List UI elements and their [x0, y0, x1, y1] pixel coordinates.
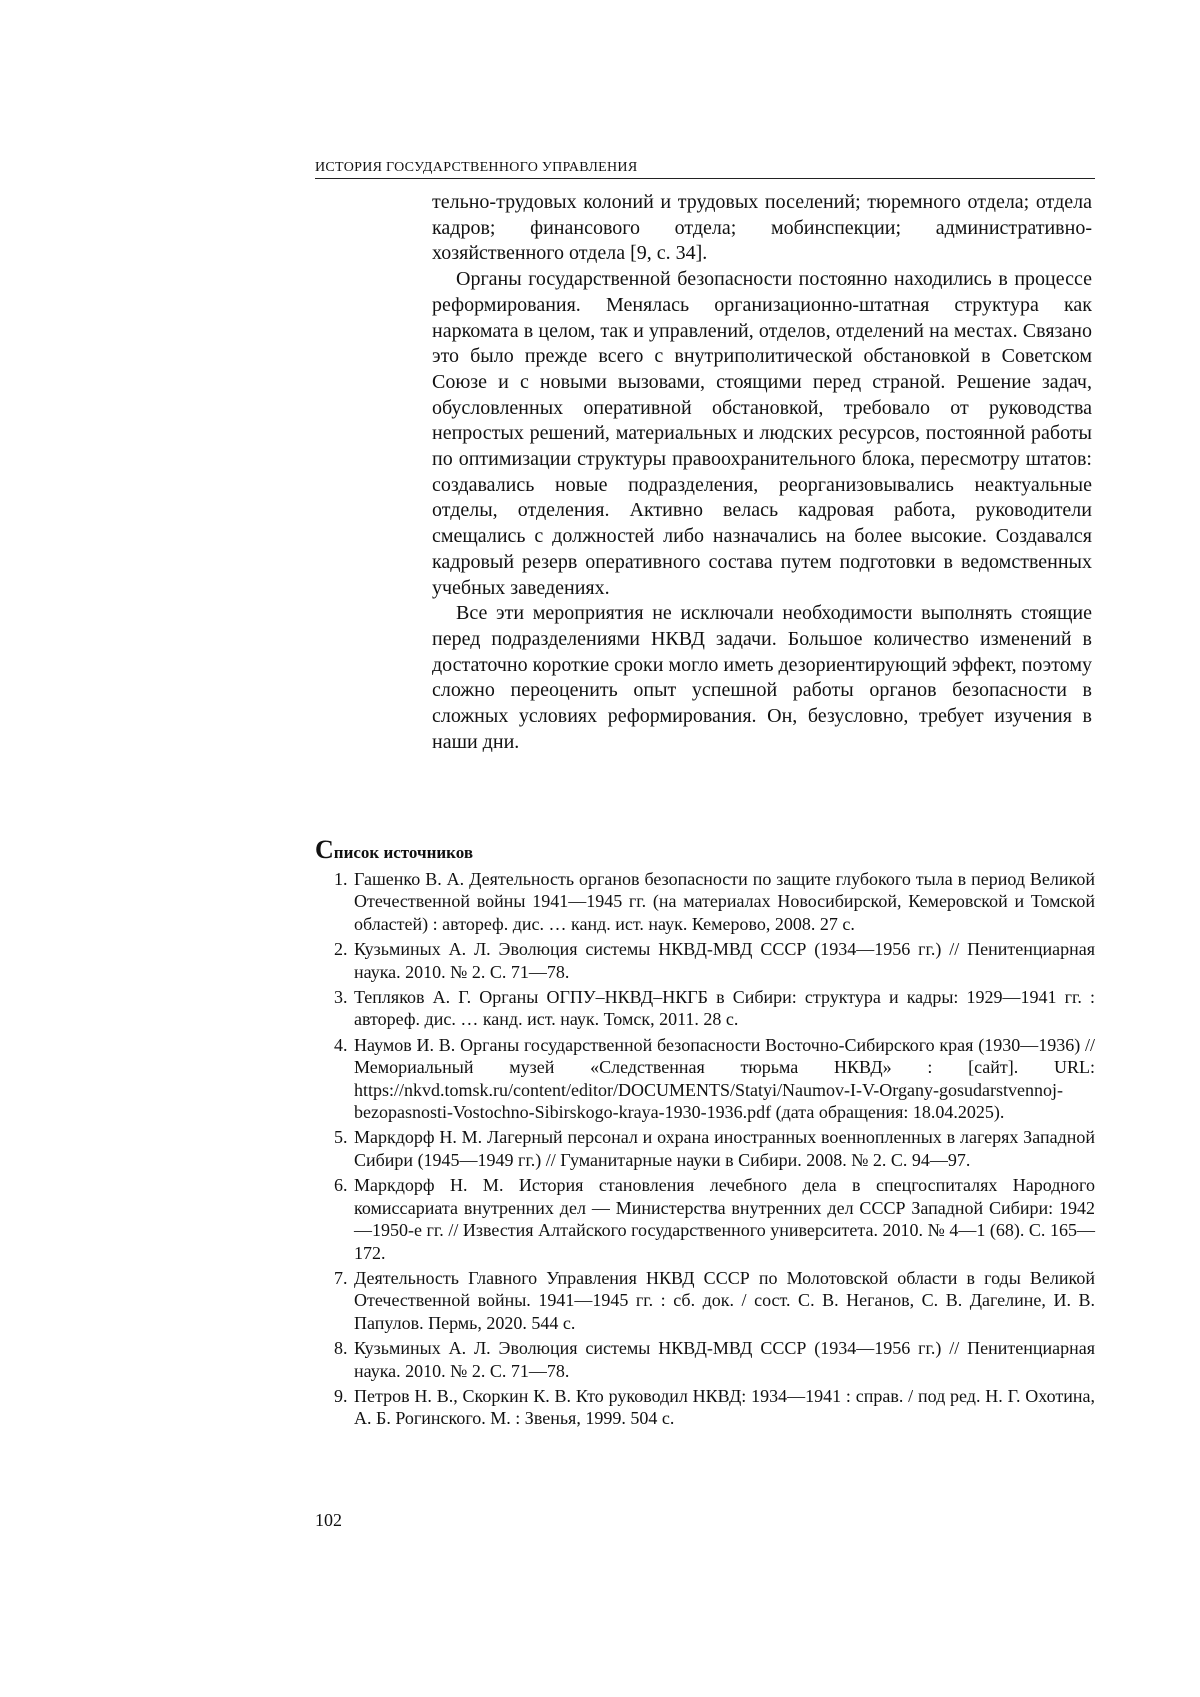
reference-item: [315, 1385, 1095, 1430]
reference-item: [315, 1126, 1095, 1171]
sources-heading: [315, 835, 473, 865]
running-header: ИСТОРИЯ ГОСУДАРСТВЕННОГО УПРАВЛЕНИЯ: [315, 160, 1095, 179]
reference-number: 4.: [334, 1034, 348, 1056]
reference-number: 2.: [334, 938, 348, 960]
reference-item: [315, 986, 1095, 1031]
reference-text: Маркдорф Н. М. Лагерный персонал и охрана иностранных военнопленных в лагерях Западной Сибири (1945—1949 гг.) // Гуманитарные науки в Сибири. 2008. № 2. С. 94—97.: [354, 1127, 1095, 1169]
reference-item: [315, 868, 1095, 935]
body-paragraph: Органы государственной безопасности постоянно находились в процессе реформирования. Менялась организационно-штатная структура как наркомата в целом, так и управлений, отделов, отделений на местах. Связано это было прежде всего с внутриполитической обстановкой в Советском Союзе и с новыми вызовами, стоящими перед страной. Решение задач, обусловленных оперативной обстановкой, требовало от руководства непростых решений, материальных и людских ресурсов, постоянной работы по оптимизации структуры правоохранительного блока, пересмотру штатов: создавались новые подразделения, реорганизовывались неактуальные отделы, отделения. Активно велась кадровая работа, руководители смещались с должностей либо назначались на более высокие. Создавался кадровый резерв оперативного состава путем подготовки в ведомственных учебных заведениях.: [432, 267, 1092, 601]
reference-text: Гашенко В. А. Деятельность органов безопасности по защите глубокого тыла в период Великой Отечественной войны 1941—1945 гг. (на материалах Новосибирской, Кемеровской и Томской областей) : автореф. дис. … канд. ист. наук. Кемерово, 2008. 27 с.: [354, 869, 1095, 934]
reference-item: [315, 1034, 1095, 1124]
sources-heading-rest: писок источников: [334, 843, 473, 862]
reference-item: [315, 1267, 1095, 1334]
sources-heading-initial: С: [315, 835, 334, 864]
reference-list: [315, 868, 1095, 1433]
reference-number: 3.: [334, 986, 348, 1008]
reference-text: Кузьминых А. Л. Эволюция системы НКВД-МВД СССР (1934—1956 гг.) // Пенитенциарная наука. 2010. № 2. С. 71—78.: [354, 939, 1095, 981]
reference-text: Деятельность Главного Управления НКВД СССР по Молотовской области в годы Великой Отечественной войны. 1941—1945 гг. : сб. док. / сост. С. В. Неганов, С. В. Дагелине, И. В. Папулов. Пермь, 2020. 544 с.: [354, 1268, 1095, 1333]
reference-item: [315, 1337, 1095, 1382]
reference-item: [315, 938, 1095, 983]
body-paragraph: Все эти мероприятия не исключали необходимости выполнять стоящие перед подразделениями НКВД задачи. Большое количество изменений в достаточно короткие сроки могло иметь дезориентирующий эффект, поэтому сложно переоценить опыт успешной работы органов безопасности в сложных условиях реформирования. Он, безусловно, требует изучения в наши дни.: [432, 601, 1092, 755]
body-paragraph: тельно-трудовых колоний и трудовых поселений; тюремного отдела; отдела кадров; финансового отдела; мобинспекции; административно-хозяйственного отдела [9, с. 34].: [432, 190, 1092, 267]
reference-text: Кузьминых А. Л. Эволюция системы НКВД-МВД СССР (1934—1956 гг.) // Пенитенциарная наука. 2010. № 2. С. 71—78.: [354, 1338, 1095, 1380]
reference-text: Наумов И. В. Органы государственной безопасности Восточно-Сибирского края (1930—1936) // Мемориальный музей «Следственная тюрьма НКВД» : [сайт]. URL: https://nkvd.tomsk.ru/content/editor/DOCUMENTS/Statyi/Naumov-I-V-Organy-gosudarstvennoj-bezopasnosti-Vostochno-Sibirskogo-kraya-1930-1936.pdf (дата обращения: 18.04.2025).: [354, 1035, 1095, 1122]
reference-text: Тепляков А. Г. Органы ОГПУ–НКВД–НКГБ в Сибири: структура и кадры: 1929—1941 гг. : автореф. дис. … канд. ист. наук. Томск, 2011. 28 с.: [354, 987, 1095, 1029]
reference-number: 6.: [334, 1174, 348, 1196]
page-number: 102: [315, 1510, 342, 1531]
reference-number: 7.: [334, 1267, 348, 1289]
reference-text: Петров Н. В., Скоркин К. В. Кто руководил НКВД: 1934—1941 : справ. / под ред. Н. Г. Охотина, А. Б. Рогинского. М. : Звенья, 1999. 504 с.: [354, 1386, 1095, 1428]
reference-number: 1.: [334, 868, 348, 890]
article-body: [432, 190, 1092, 755]
reference-item: [315, 1174, 1095, 1264]
reference-number: 5.: [334, 1126, 348, 1148]
reference-text: Маркдорф Н. М. История становления лечебного дела в спецгоспиталях Народного комиссариата внутренних дел — Министерства внутренних дел СССР Западной Сибири: 1942—1950-е гг. // Известия Алтайского государственного университета. 2010. № 4—1 (68). С. 165—172.: [354, 1175, 1095, 1262]
reference-number: 8.: [334, 1337, 348, 1359]
reference-number: 9.: [334, 1385, 348, 1407]
